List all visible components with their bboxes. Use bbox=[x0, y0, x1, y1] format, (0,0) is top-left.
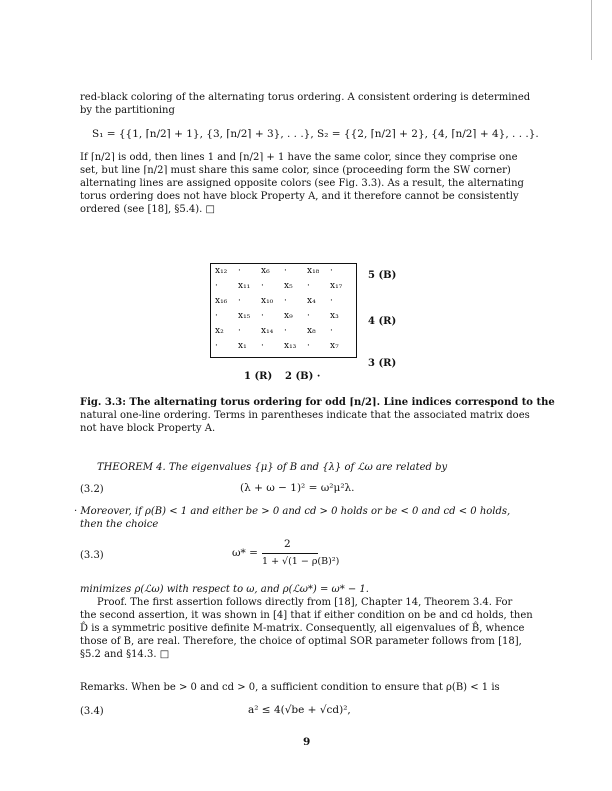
grid-dot: · bbox=[261, 341, 264, 351]
equation-3-3-denominator: 1 + √(1 − ρ(B)²) bbox=[262, 556, 340, 567]
grid-unknown: x₁₀ bbox=[261, 296, 274, 306]
figure-caption: not have block Property A. bbox=[80, 423, 216, 434]
text-line: alternating lines are assigned opposite colors (see Fig. 3.3). As a result, the alternating bbox=[80, 178, 524, 189]
proof-line: the second assertion, it was shown in [4] that if either condition on be and cd holds, then bbox=[80, 610, 533, 621]
scan-edge-line bbox=[591, 0, 592, 60]
line-label: 5 (B) bbox=[368, 270, 397, 281]
grid-unknown: x₁₂ bbox=[215, 266, 228, 276]
text-line: · Moreover, if ρ(B) < 1 and either be > 0 and cd > 0 holds or be < 0 and cd < 0 holds, bbox=[74, 506, 511, 517]
text-line: set, but line ⌈n/2⌉ must share this same color, since (proceeding form the SW corner) bbox=[80, 165, 511, 176]
grid-dot: · bbox=[284, 296, 287, 306]
grid-dot: · bbox=[307, 341, 310, 351]
grid-dot: · bbox=[330, 296, 333, 306]
grid-unknown: x₉ bbox=[284, 311, 293, 321]
grid-unknown: x₄ bbox=[307, 296, 316, 306]
grid-unknown: x₁₃ bbox=[284, 341, 297, 351]
page-number: 9 bbox=[303, 736, 311, 748]
fraction-bar bbox=[262, 553, 318, 554]
grid-dot: · bbox=[261, 311, 264, 321]
text-line: then the choice bbox=[80, 519, 159, 530]
grid-dot: · bbox=[215, 341, 218, 351]
grid-unknown: x₈ bbox=[307, 326, 316, 336]
text-line: torus ordering does not have block Property A, and it therefore cannot be consistently bbox=[80, 191, 519, 202]
grid-unknown: x₁₅ bbox=[238, 311, 251, 321]
equation-number: (3.3) bbox=[80, 550, 104, 561]
grid-dot: · bbox=[330, 326, 333, 336]
grid-dot: · bbox=[284, 326, 287, 336]
equation-3-4: a² ≤ 4(√be + √cd)², bbox=[248, 704, 351, 716]
text-line: If ⌈n/2⌉ is odd, then lines 1 and ⌈n/2⌉ + 1 have the same color, since they comprise one bbox=[80, 152, 518, 163]
grid-dot: · bbox=[261, 281, 264, 291]
grid-dot: · bbox=[238, 266, 241, 276]
grid-unknown: x₁₇ bbox=[330, 281, 343, 291]
proof-line: §5.2 and §14.3. □ bbox=[80, 649, 170, 660]
grid-unknown: x₅ bbox=[284, 281, 293, 291]
grid-unknown: x₆ bbox=[261, 266, 270, 276]
line-label: 1 (R) bbox=[244, 371, 273, 382]
grid-unknown: x₃ bbox=[330, 311, 339, 321]
equation-number: (3.4) bbox=[80, 706, 104, 717]
grid-dot: · bbox=[215, 281, 218, 291]
equation-number: (3.2) bbox=[80, 484, 104, 495]
proof-line: Proof. The first assertion follows directly from [18], Chapter 14, Theorem 3.4. For bbox=[97, 597, 513, 608]
grid-unknown: x₇ bbox=[330, 341, 339, 351]
line-label: 4 (R) bbox=[368, 316, 397, 327]
grid-unknown: x₁₈ bbox=[307, 266, 320, 276]
proof-line: those of B, are real. Therefore, the choice of optimal SOR parameter follows from [18], bbox=[80, 636, 522, 647]
equation-3-3-lhs: ω* = bbox=[232, 547, 258, 559]
equation-3-3-numerator: 2 bbox=[284, 538, 291, 550]
grid-dot: · bbox=[238, 296, 241, 306]
grid-dot: · bbox=[284, 266, 287, 276]
grid-dot: · bbox=[330, 266, 333, 276]
grid-unknown: x₁₁ bbox=[238, 281, 251, 291]
figure-caption: Fig. 3.3: The alternating torus ordering for odd ⌈n/2⌉. Line indices correspond to the bbox=[80, 397, 555, 408]
remarks-line: Remarks. When be > 0 and cd > 0, a sufficient condition to ensure that ρ(B) < 1 is bbox=[80, 682, 500, 693]
proof-line: D̂ is a symmetric positive definite M-matrix. Consequently, all eigenvalues of B̂, whence bbox=[80, 623, 525, 634]
grid-dot: · bbox=[307, 311, 310, 321]
figure-caption: natural one-line ordering. Terms in parentheses indicate that the associated matrix does bbox=[80, 410, 530, 421]
text-line: ordered (see [18], §5.4). □ bbox=[80, 204, 215, 215]
grid-dot: · bbox=[307, 281, 310, 291]
grid-unknown: x₁₆ bbox=[215, 296, 228, 306]
theorem-statement: THEOREM 4. The eigenvalues {μ} of B and {λ} of ℒω are related by bbox=[97, 462, 448, 473]
text-line: by the partitioning bbox=[80, 105, 175, 116]
grid-dot: · bbox=[215, 311, 218, 321]
torus-ordering-grid bbox=[210, 263, 357, 358]
grid-dot: · bbox=[238, 326, 241, 336]
grid-unknown: x₁ bbox=[238, 341, 247, 351]
text-line: minimizes ρ(ℒω) with respect to ω, and ρ(ℒω*) = ω* − 1. bbox=[80, 584, 369, 595]
line-label: 2 (B) · bbox=[285, 371, 321, 382]
grid-unknown: x₁₄ bbox=[261, 326, 274, 336]
equation-3-2: (λ + ω − 1)² = ω²μ²λ. bbox=[240, 482, 355, 494]
equation-partition: S₁ = {{1, ⌈n/2⌉ + 1}, {3, ⌈n/2⌉ + 3}, . . .}, S₂ = {{2, ⌈n/2⌉ + 2}, {4, ⌈n/2⌉ + 4}, . . .}. bbox=[92, 128, 539, 140]
text-line: red-black coloring of the alternating torus ordering. A consistent ordering is determined bbox=[80, 92, 531, 103]
grid-unknown: x₂ bbox=[215, 326, 224, 336]
line-label: 3 (R) bbox=[368, 358, 397, 369]
